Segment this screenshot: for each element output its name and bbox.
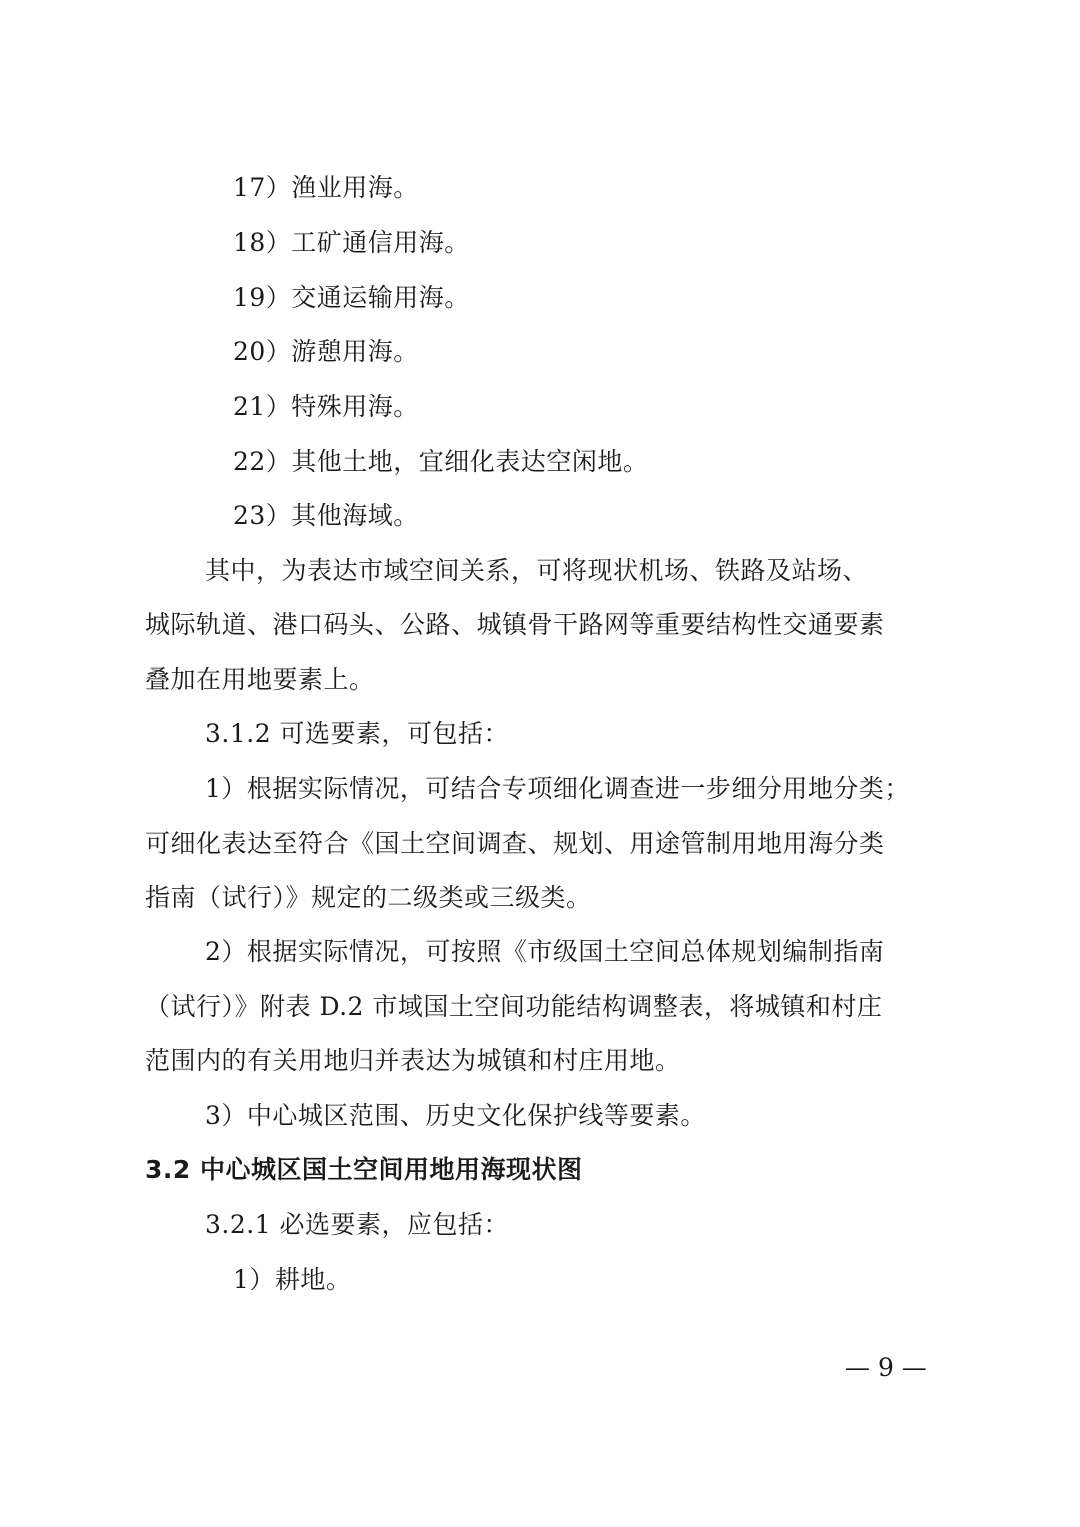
list-item-18: 18）工矿通信用海。 xyxy=(233,228,470,257)
paragraph-transport-line-1: 其中，为表达市域空间关系，可将现状机场、铁路及站场、 xyxy=(205,556,869,585)
optional-item-1-line-3: 指南（试行）》规定的二级类或三级类。 xyxy=(145,883,592,912)
list-item-23: 23）其他海域。 xyxy=(233,501,419,530)
optional-item-2-line-1: 2）根据实际情况，可按照《市级国土空间总体规划编制指南 xyxy=(205,937,885,966)
section-3-2-heading: 3.2 中心城区国土空间用地用海现状图 xyxy=(145,1155,583,1184)
page-number: — 9 — xyxy=(845,1353,927,1382)
paragraph-transport-line-2: 城际轨道、港口码头、公路、城镇骨干路网等重要结构性交通要素 xyxy=(145,610,885,639)
list-item-20: 20）游憩用海。 xyxy=(233,337,419,366)
list-item-22: 22）其他土地，宜细化表达空闲地。 xyxy=(233,447,649,476)
list-item-cultivated-land: 1）耕地。 xyxy=(233,1265,352,1294)
list-item-19: 19）交通运输用海。 xyxy=(233,283,470,312)
optional-item-2-line-3: 范围内的有关用地归并表达为城镇和村庄用地。 xyxy=(145,1046,681,1075)
optional-item-3: 3）中心城区范围、历史文化保护线等要素。 xyxy=(205,1101,706,1130)
optional-item-1-line-2: 可细化表达至符合《国土空间调查、规划、用途管制用地用海分类 xyxy=(145,829,885,858)
list-item-21: 21）特殊用海。 xyxy=(233,392,419,421)
section-3-2-1-title: 3.2.1 必选要素，应包括： xyxy=(205,1210,510,1239)
section-3-1-2-title: 3.1.2 可选要素，可包括： xyxy=(205,719,510,748)
optional-item-1-line-1: 1）根据实际情况，可结合专项细化调查进一步细分用地分类； xyxy=(205,774,910,803)
optional-item-2-line-2: （试行）》附表 D.2 市域国土空间功能结构调整表，将城镇和村庄 xyxy=(145,992,883,1021)
list-item-17: 17）渔业用海。 xyxy=(233,173,419,202)
paragraph-transport-line-3: 叠加在用地要素上。 xyxy=(145,665,375,694)
